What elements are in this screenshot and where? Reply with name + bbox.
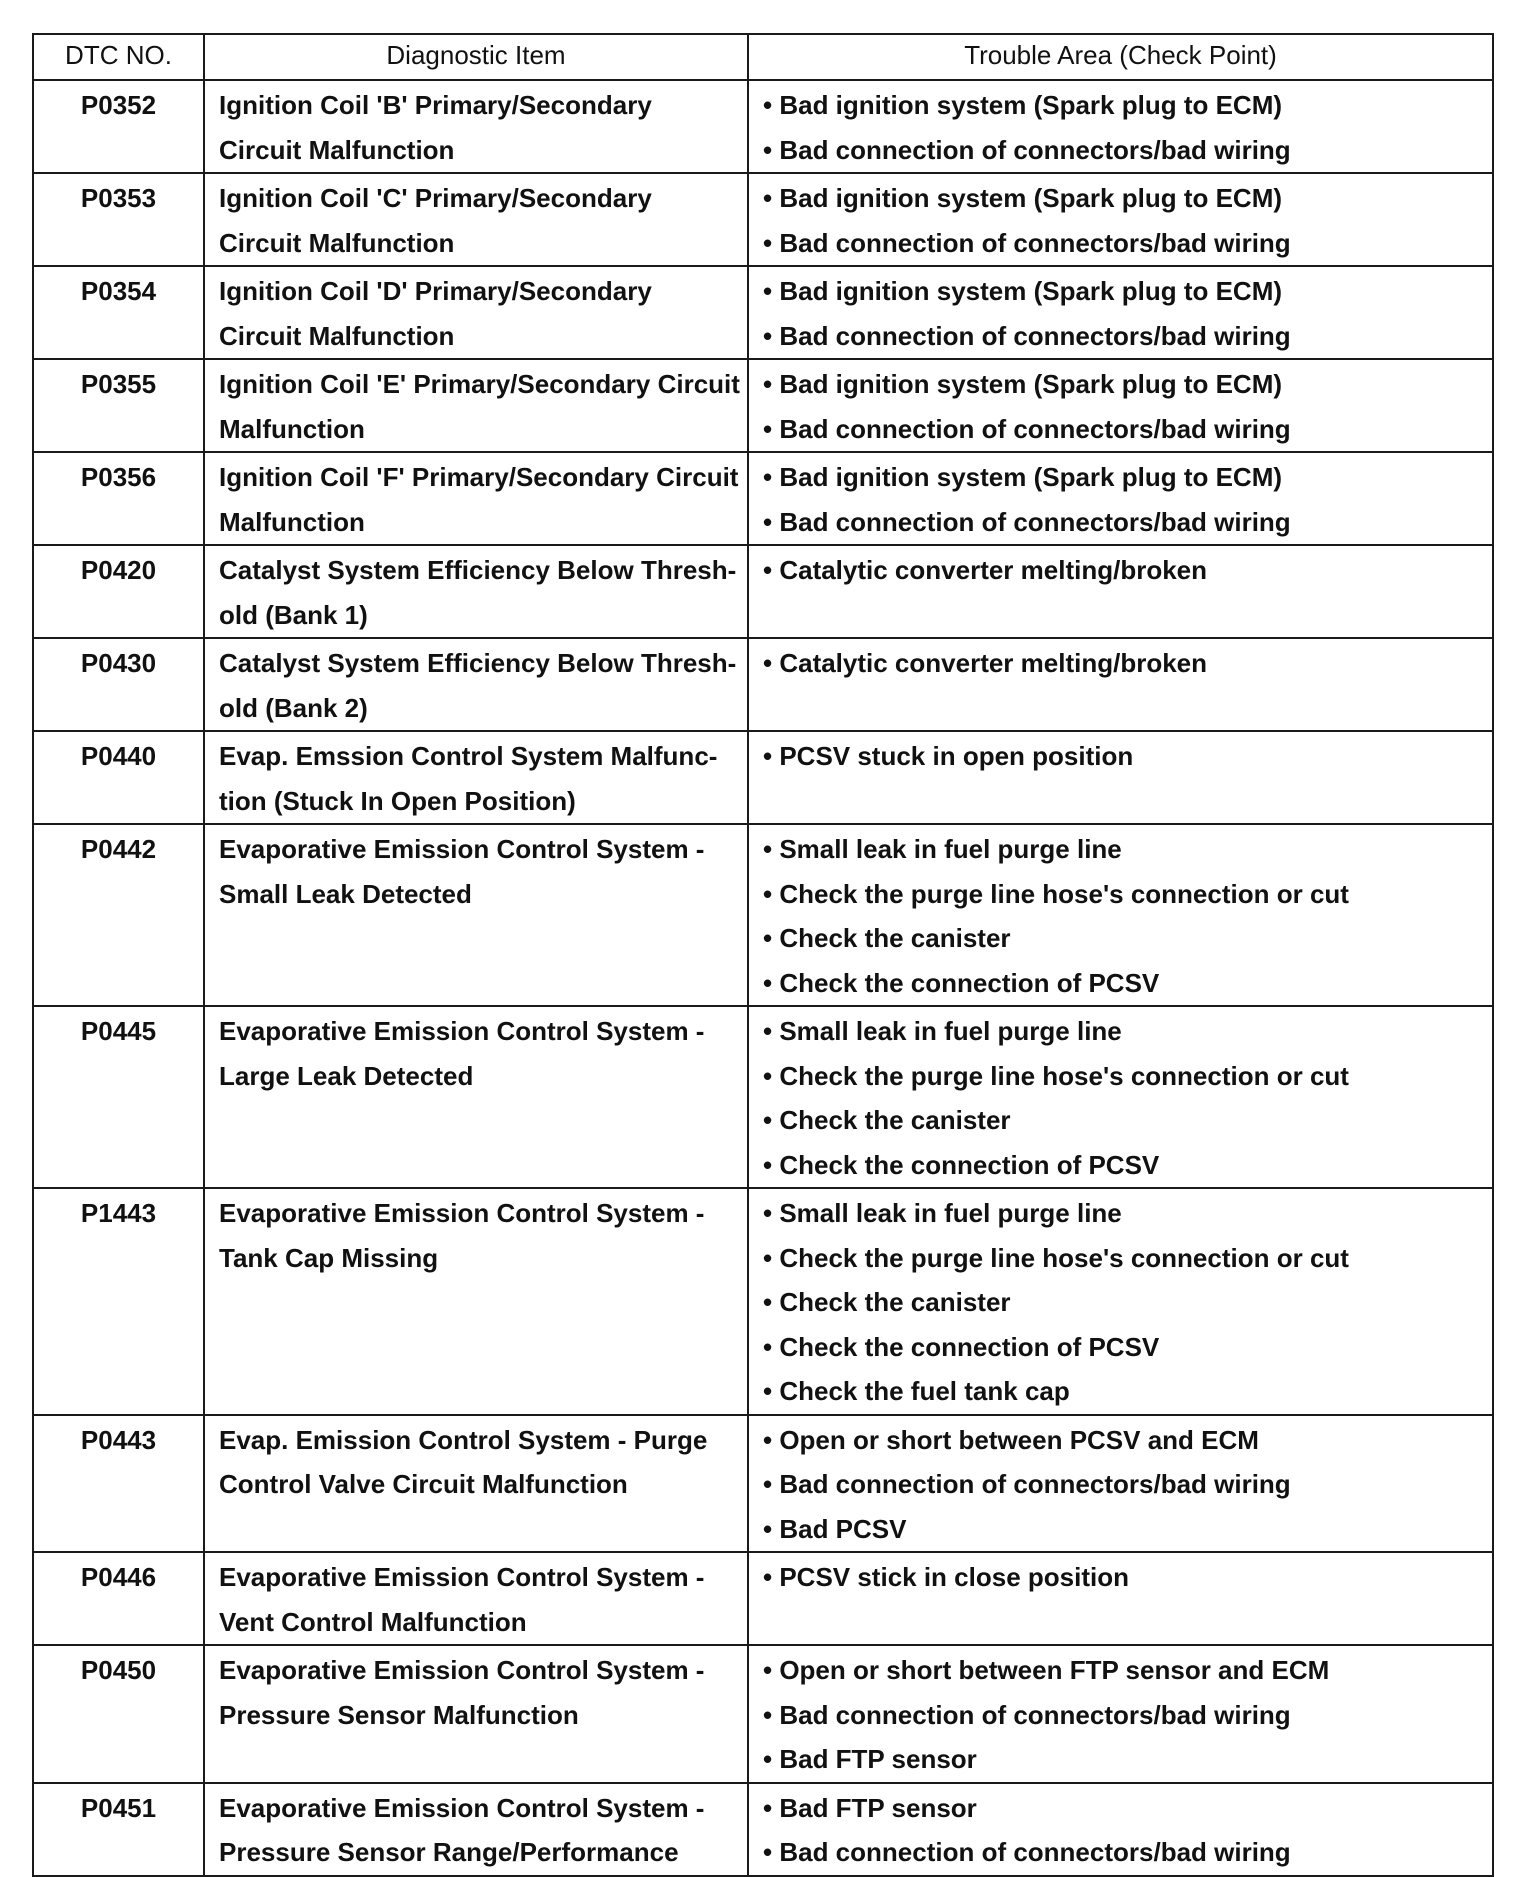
- dtc-table: [32, 33, 1494, 1877]
- check-point: • Check the connection of PCSV: [763, 967, 1160, 998]
- check-point: • Bad ignition system (Spark plug to ECM): [763, 462, 1283, 492]
- diagnostic-item: Evap. Emssion Control System Malfunc-tion (Stuck In Open Position): [204, 731, 748, 824]
- diagnostic-item: Ignition Coil 'E' Primary/Secondary Circuit Malfunction: [204, 359, 748, 452]
- check-point: • Bad ignition system (Spark plug to ECM): [763, 183, 1283, 213]
- dtc-code: P1443: [33, 1188, 204, 1415]
- check-point: • Bad connection of connectors/bad wiring: [763, 320, 1291, 351]
- diagnostic-item: Ignition Coil 'C' Primary/Secondary Circuit Malfunction: [204, 173, 748, 266]
- check-point: • Check the connection of PCSV: [763, 1331, 1160, 1362]
- trouble-area: [748, 359, 1493, 452]
- diagnostic-item: Evaporative Emission Control System - Pressure Sensor Range/Performance: [204, 1783, 748, 1876]
- diagnostic-item: Ignition Coil 'B' Primary/Secondary Circuit Malfunction: [204, 80, 748, 173]
- dtc-code: P0354: [33, 266, 204, 359]
- table-row: [33, 173, 1493, 266]
- check-point: • Catalytic converter melting/broken: [763, 648, 1208, 678]
- check-point: • Check the purge line hose's connection or cut: [763, 1060, 1349, 1091]
- table-row: [33, 824, 1493, 1006]
- check-point: • Open or short between FTP sensor and ECM: [763, 1655, 1330, 1685]
- trouble-area: [748, 80, 1493, 173]
- dtc-code: P0356: [33, 452, 204, 545]
- dtc-code: P0352: [33, 80, 204, 173]
- check-point: • Check the canister: [763, 923, 1011, 953]
- trouble-area: [748, 731, 1493, 824]
- diagnostic-item: Evaporative Emission Control System - Small Leak Detected: [204, 824, 748, 1006]
- table-row: [33, 1188, 1493, 1415]
- table-row: [33, 1645, 1493, 1783]
- trouble-area: [748, 824, 1493, 1006]
- trouble-area: [748, 1783, 1493, 1876]
- check-point: • Bad FTP sensor: [763, 1744, 977, 1774]
- trouble-area: [748, 1552, 1493, 1645]
- trouble-area: [748, 1645, 1493, 1783]
- check-point: • Bad connection of connectors/bad wiring: [763, 413, 1291, 444]
- table-row: [33, 80, 1493, 173]
- dtc-code: P0450: [33, 1645, 204, 1783]
- diagnostic-item: Evaporative Emission Control System - Tank Cap Missing: [204, 1188, 748, 1415]
- dtc-code: P0440: [33, 731, 204, 824]
- trouble-area: [748, 1415, 1493, 1553]
- check-point: • Small leak in fuel purge line: [763, 1198, 1122, 1228]
- dtc-code: P0445: [33, 1006, 204, 1188]
- table-row: [33, 638, 1493, 731]
- check-point: • Bad connection of connectors/bad wiring: [763, 506, 1291, 537]
- diagnostic-item: Ignition Coil 'D' Primary/Secondary Circuit Malfunction: [204, 266, 748, 359]
- diagnostic-item: Ignition Coil 'F' Primary/Secondary Circuit Malfunction: [204, 452, 748, 545]
- check-point: • Check the connection of PCSV: [763, 1149, 1160, 1180]
- check-point: • Check the canister: [763, 1105, 1011, 1135]
- check-point: • Small leak in fuel purge line: [763, 1016, 1122, 1046]
- table-row: [33, 1783, 1493, 1876]
- check-point: • Bad connection of connectors/bad wiring: [763, 134, 1291, 165]
- header-trouble-area: Trouble Area (Check Point): [748, 34, 1493, 80]
- header-diagnostic-item: Diagnostic Item: [204, 34, 748, 80]
- table-row: [33, 1552, 1493, 1645]
- diagnostic-item: Catalyst System Efficiency Below Thresh-old (Bank 1): [204, 545, 748, 638]
- table-row: [33, 452, 1493, 545]
- check-point: • PCSV stick in close position: [763, 1562, 1129, 1592]
- check-point: • Bad PCSV: [763, 1513, 907, 1544]
- dtc-code: P0443: [33, 1415, 204, 1553]
- table-row: [33, 731, 1493, 824]
- dtc-code: P0353: [33, 173, 204, 266]
- table-body: [33, 80, 1493, 1876]
- check-point: • Bad connection of connectors/bad wiring: [763, 1469, 1291, 1499]
- check-point: • Check the fuel tank cap: [763, 1376, 1070, 1406]
- header-row: [33, 34, 1493, 80]
- check-point: • Bad ignition system (Spark plug to ECM): [763, 369, 1283, 399]
- trouble-area: [748, 173, 1493, 266]
- check-point: • Open or short between PCSV and ECM: [763, 1424, 1259, 1455]
- check-point: • Bad connection of connectors/bad wiring: [763, 227, 1291, 258]
- trouble-area: [748, 1006, 1493, 1188]
- diagnostic-item: Evap. Emission Control System - Purge Control Valve Circuit Malfunction: [204, 1415, 748, 1553]
- table-row: [33, 1415, 1493, 1553]
- dtc-code: P0442: [33, 824, 204, 1006]
- check-point: • Bad connection of connectors/bad wiring: [763, 1837, 1291, 1867]
- diagnostic-item: Evaporative Emission Control System - Large Leak Detected: [204, 1006, 748, 1188]
- trouble-area: [748, 638, 1493, 731]
- trouble-area: [748, 545, 1493, 638]
- table-row: [33, 266, 1493, 359]
- check-point: • Bad connection of connectors/bad wiring: [763, 1699, 1291, 1730]
- check-point: • PCSV stuck in open position: [763, 741, 1134, 771]
- check-point: • Check the canister: [763, 1287, 1011, 1317]
- dtc-code: P0355: [33, 359, 204, 452]
- check-point: • Check the purge line hose's connection or cut: [763, 878, 1349, 909]
- dtc-code: P0446: [33, 1552, 204, 1645]
- table-row: [33, 359, 1493, 452]
- header-dtc-no: DTC NO.: [33, 34, 204, 80]
- dtc-code: P0430: [33, 638, 204, 731]
- check-point: • Bad FTP sensor: [763, 1792, 977, 1823]
- dtc-code: P0420: [33, 545, 204, 638]
- trouble-area: [748, 1188, 1493, 1415]
- diagnostic-item: Catalyst System Efficiency Below Thresh-old (Bank 2): [204, 638, 748, 731]
- trouble-area: [748, 266, 1493, 359]
- dtc-code: P0451: [33, 1783, 204, 1876]
- check-point: • Bad ignition system (Spark plug to ECM): [763, 90, 1283, 120]
- diagnostic-item: Evaporative Emission Control System - Vent Control Malfunction: [204, 1552, 748, 1645]
- check-point: • Catalytic converter melting/broken: [763, 555, 1208, 585]
- check-point: • Small leak in fuel purge line: [763, 834, 1122, 864]
- trouble-area: [748, 452, 1493, 545]
- table-row: [33, 545, 1493, 638]
- table-row: [33, 1006, 1493, 1188]
- table-header: [33, 34, 1493, 80]
- check-point: • Bad ignition system (Spark plug to ECM): [763, 276, 1283, 306]
- check-point: • Check the purge line hose's connection or cut: [763, 1242, 1349, 1273]
- diagnostic-item: Evaporative Emission Control System - Pressure Sensor Malfunction: [204, 1645, 748, 1783]
